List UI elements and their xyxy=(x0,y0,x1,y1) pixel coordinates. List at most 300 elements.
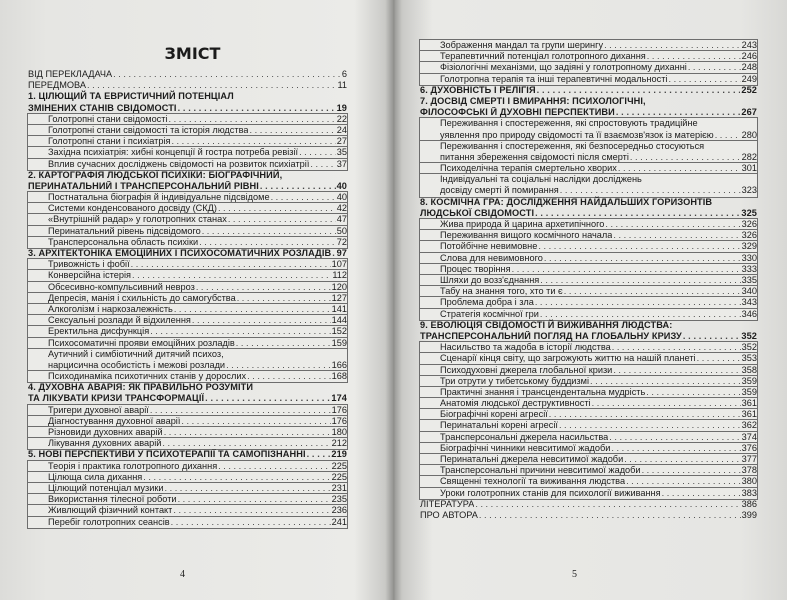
toc-entry-row xyxy=(28,80,347,91)
toc-leader-dots xyxy=(307,449,331,460)
toc-entry-title: Табу на знання того, хто ти є xyxy=(440,286,563,297)
toc-section-entry xyxy=(420,365,757,376)
toc-section-entry xyxy=(28,259,347,270)
toc-page-number: 112 xyxy=(332,270,347,281)
toc-page-number: 361 xyxy=(741,398,757,409)
toc-section-entry xyxy=(420,62,757,73)
toc-chapter-entry xyxy=(420,96,757,118)
toc-entry-row xyxy=(440,309,757,320)
toc-entry-row xyxy=(440,409,757,420)
toc-section-entry xyxy=(28,304,347,315)
toc-section-entry xyxy=(28,461,347,472)
toc-entry-title: Сексуальні розлади й відхилення xyxy=(48,315,191,326)
toc-entry-title: Постнатальна біографія й індивідуальне підсвідоме xyxy=(48,192,270,203)
toc-chapter-entry xyxy=(28,80,347,91)
toc-page-number: 346 xyxy=(741,308,757,319)
toc-leader-dots xyxy=(662,488,741,499)
toc-entry-row xyxy=(440,443,757,454)
toc-page-number: 19 xyxy=(336,102,347,113)
toc-entry-row xyxy=(48,405,347,416)
toc-entry-title: уявлення про природу свідомості та її взаємозв'язок із матерією xyxy=(440,129,714,140)
toc-leader-dots xyxy=(196,282,331,293)
toc-list-right xyxy=(420,40,757,521)
toc-page-number: 352 xyxy=(741,342,757,353)
toc-entry-row xyxy=(48,136,347,147)
toc-entry-row xyxy=(440,185,757,196)
toc-entry-title: Голотропна терапія та інші терапевтичні модальності xyxy=(440,73,668,84)
toc-section-entry xyxy=(28,349,347,371)
toc-section-entry xyxy=(28,483,347,494)
toc-page-number: 378 xyxy=(741,465,757,476)
toc-page-number: 22 xyxy=(336,113,347,124)
toc-leader-dots xyxy=(247,371,331,382)
toc-entry-row xyxy=(420,499,757,510)
toc-entry-title: 1. ЦІЛЮЩИЙ ТА ЕВРИСТИЧНИЙ ПОТЕНЦІАЛ xyxy=(28,91,234,102)
toc-entry-row xyxy=(440,387,757,398)
toc-entry-title: Психоделічна терапія смертельно хворих xyxy=(440,163,617,174)
toc-entry-title: Потойбічне невимовне xyxy=(440,241,538,252)
toc-leader-dots xyxy=(544,253,741,264)
toc-leader-dots xyxy=(169,114,336,125)
toc-page-number: 6 xyxy=(341,68,347,79)
toc-section-entry xyxy=(420,465,757,476)
toc-section-entry xyxy=(28,192,347,203)
toc-section-entry xyxy=(420,163,757,174)
toc-entry-row xyxy=(48,226,347,237)
page-number-left: 4 xyxy=(180,569,185,580)
toc-leader-dots xyxy=(697,353,741,364)
toc-entry-title: Психодуховні джерела глобальної кризи xyxy=(440,364,613,375)
toc-section-entry xyxy=(420,74,757,85)
toc-page-number: 40 xyxy=(336,192,347,203)
toc-section-entry xyxy=(28,203,347,214)
toc-section-entry xyxy=(420,398,757,409)
toc-entry-title: Цілющий потенціал музики xyxy=(48,482,164,493)
toc-entry-row xyxy=(28,181,347,192)
toc-leader-dots xyxy=(613,230,740,241)
toc-entry-title: Тривожність і фобії xyxy=(48,259,130,270)
toc-page-number: 27 xyxy=(336,136,347,147)
toc-page-number: 225 xyxy=(331,460,347,471)
toc-section-entry xyxy=(28,416,347,427)
toc-leader-dots xyxy=(164,427,331,438)
toc-entry-title: ПРО АВТОРА xyxy=(420,509,478,520)
toc-section-entry xyxy=(420,51,757,62)
toc-page-number: 282 xyxy=(741,151,757,162)
toc-entry-row xyxy=(440,286,757,297)
toc-page-number: 236 xyxy=(331,505,347,516)
toc-page-number: 246 xyxy=(741,51,757,62)
toc-entry-title: Перинатальний рівень підсвідомого xyxy=(48,225,201,236)
toc-page-number: 343 xyxy=(741,297,757,308)
toc-entry-row xyxy=(420,208,757,219)
toc-entry-title: Практичні знання і трансцендентальна мудрість xyxy=(440,386,646,397)
toc-page-number: 243 xyxy=(741,39,757,50)
toc-entry-title: ЛЮДСЬКОЇ СВІДОМОСТІ xyxy=(420,207,535,218)
toc-chapter-entry xyxy=(420,320,757,342)
toc-leader-dots xyxy=(604,40,741,51)
toc-entry-row xyxy=(440,264,757,275)
toc-section-entry xyxy=(420,286,757,297)
toc-leader-dots xyxy=(605,219,740,230)
toc-leader-dots xyxy=(271,192,336,203)
toc-section-entry xyxy=(28,125,347,136)
right-page xyxy=(394,0,787,600)
toc-entry-title: 2. КАРТОГРАФІЯ ЛЮДСЬКОЇ ПСИХІКИ: БІОГРАФІЧНИЙ, xyxy=(28,169,283,180)
toc-leader-dots xyxy=(560,185,741,196)
toc-entry-title: ТРАНСПЕРСОНАЛЬНИЙ ПОГЛЯД НА ГЛОБАЛЬНУ КРИЗУ xyxy=(420,330,682,341)
toc-leader-dots xyxy=(332,248,335,259)
toc-page-number: 176 xyxy=(331,415,347,426)
toc-leader-dots xyxy=(150,326,330,337)
toc-section-entry xyxy=(28,136,347,147)
toc-entry-row xyxy=(48,483,347,494)
toc-page-number: 42 xyxy=(336,203,347,214)
toc-entry-title: 4. ДУХОВНА АВАРІЯ: ЯК ПРАВИЛЬНО РОЗУМІТИ xyxy=(28,382,254,393)
toc-entry-title: Перинатальні корені агресії xyxy=(440,420,558,431)
toc-entry-row xyxy=(420,85,757,96)
toc-page-number: 50 xyxy=(336,225,347,236)
toc-leader-dots xyxy=(609,432,740,443)
toc-leader-dots xyxy=(564,286,741,297)
toc-section-entry xyxy=(420,420,757,431)
toc-page-number: 144 xyxy=(331,315,347,326)
toc-entry-title: 3. АРХІТЕКТОНІКА ЕМОЦІЙНИХ І ПСИХОСОМАТИЧНИХ РОЗЛАДІВ xyxy=(28,248,332,259)
toc-entry-title: Три отрути у тибетському буддизмі xyxy=(440,375,590,386)
toc-entry-row xyxy=(48,517,347,528)
toc-entry-title: «Внутрішній радар» у голотропних станах xyxy=(48,214,227,225)
toc-entry-row xyxy=(48,494,347,505)
toc-page-number: 386 xyxy=(741,498,757,509)
toc-entry-title: Живлющий фізичний контакт xyxy=(48,505,173,516)
toc-leader-dots xyxy=(174,304,331,315)
toc-entry-title: Трансперсональні джерела насильства xyxy=(440,431,609,442)
toc-page-number: 358 xyxy=(741,364,757,375)
toc-entry-title: 5. НОВІ ПЕРСПЕКТИВИ У ПСИХОТЕРАПІЇ ТА САМОПІЗНАННІ xyxy=(28,449,306,460)
toc-entry-row xyxy=(48,416,347,427)
toc-section-entry xyxy=(420,230,757,241)
toc-entry-row xyxy=(48,192,347,203)
toc-entry-row xyxy=(48,461,347,472)
toc-leader-dots xyxy=(171,517,331,528)
toc-chapter-entry xyxy=(420,499,757,510)
toc-page-number: 377 xyxy=(741,454,757,465)
toc-entry-title: ЛІТЕРАТУРА xyxy=(420,498,475,509)
toc-page-number: 329 xyxy=(741,241,757,252)
toc-page-number: 333 xyxy=(741,263,757,274)
toc-entry-title: Еректильна дисфункція xyxy=(48,326,150,337)
toc-leader-dots xyxy=(538,241,740,252)
toc-section-entry xyxy=(28,293,347,304)
toc-chapter-entry xyxy=(28,69,347,80)
toc-entry-row xyxy=(440,365,757,376)
toc-section-entry xyxy=(420,454,757,465)
toc-leader-dots xyxy=(475,499,740,510)
toc-entry-row xyxy=(28,69,347,80)
toc-entry-row xyxy=(48,472,347,483)
toc-chapter-entry xyxy=(28,170,347,192)
toc-entry-row xyxy=(440,51,757,62)
toc-entry-row xyxy=(440,62,757,73)
toc-page-number: 335 xyxy=(741,275,757,285)
toc-section-entry xyxy=(28,494,347,505)
toc-entry-row xyxy=(28,248,347,259)
toc-section-entry xyxy=(420,174,757,196)
toc-entry-title: ЗМІНЕНИХ СТАНІВ СВІДОМОСТІ xyxy=(28,102,177,113)
toc-entry-row xyxy=(48,360,347,371)
toc-section-entry xyxy=(420,275,757,286)
toc-entry-row xyxy=(440,230,757,241)
toc-entry-title: Західна психіатрія: хибні концепції й гостра потреба ревізії xyxy=(48,147,299,158)
toc-section-entry xyxy=(420,443,757,454)
toc-entry-row xyxy=(48,114,347,125)
toc-entry-title: ТА ЛІКУВАТИ КРИЗИ ТРАНСФОРМАЦІЇ xyxy=(28,393,205,404)
toc-leader-dots xyxy=(310,159,335,170)
toc-page-number: 376 xyxy=(741,442,757,453)
toc-entry-row xyxy=(440,219,757,230)
toc-section-entry xyxy=(420,141,757,163)
toc-section-entry xyxy=(420,40,757,51)
toc-entry-title: ВІД ПЕРЕКЛАДАЧА xyxy=(28,68,113,79)
toc-page-number: 37 xyxy=(336,158,347,169)
toc-entry-title: Сценарії кінця світу, що загрожують життю на нашій планеті xyxy=(440,353,696,364)
toc-entry-row xyxy=(440,465,757,476)
toc-section-entry xyxy=(28,505,347,516)
toc-entry-row xyxy=(440,488,757,499)
toc-page-number: 141 xyxy=(331,303,347,314)
toc-page-number: 176 xyxy=(331,404,347,415)
toc-leader-dots xyxy=(540,275,740,286)
toc-leader-dots xyxy=(612,342,741,353)
toc-leader-dots xyxy=(87,80,336,91)
toc-entry-title: ПЕРИНАТАЛЬНИЙ І ТРАНСПЕРСОНАЛЬНИЙ РІВНІ xyxy=(28,180,259,191)
toc-entry-row xyxy=(48,427,347,438)
toc-leader-dots xyxy=(590,376,741,387)
toc-leader-dots xyxy=(226,360,331,371)
toc-leader-dots xyxy=(688,62,741,73)
toc-leader-dots xyxy=(199,237,336,248)
toc-page-number: 152 xyxy=(331,326,347,337)
toc-section-entry xyxy=(28,517,347,528)
toc-page-number: 383 xyxy=(741,487,757,498)
toc-entry-row xyxy=(48,125,347,136)
toc-leader-dots xyxy=(228,214,336,225)
toc-entry-title: Перебіг голотропних сеансів xyxy=(48,516,170,527)
toc-leader-dots xyxy=(626,476,741,487)
toc-chapter-entry xyxy=(420,510,757,521)
toc-entry-title: Депресія, манія і схильність до самогубства xyxy=(48,292,236,303)
toc-leader-dots xyxy=(162,438,330,449)
toc-section-entry xyxy=(420,118,757,140)
toc-leader-dots xyxy=(592,398,741,409)
toc-entry-row xyxy=(48,371,347,382)
toc-page-number: 326 xyxy=(741,219,757,230)
toc-entry-title: Фізіологічні механізми, що задіяні у голотропному диханні xyxy=(440,62,687,73)
toc-section-entry xyxy=(28,338,347,349)
toc-leader-dots xyxy=(164,483,330,494)
toc-entry-title: Голотропні стани свідомості та історія людства xyxy=(48,124,249,135)
toc-entry-title: Голотропні стани і психіатрія xyxy=(48,136,171,147)
toc-entry-row xyxy=(420,107,757,118)
toc-entry-title: ФІЛОСОФСЬКІ Й ДУХОВНІ ПЕРСПЕКТИВИ xyxy=(420,107,615,118)
toc-leader-dots xyxy=(202,226,336,237)
toc-entry-row xyxy=(28,103,347,114)
toc-entry-title: Жива природа й царина архетипічного xyxy=(440,219,605,230)
toc-section-entry xyxy=(420,219,757,230)
toc-entry-row xyxy=(48,203,347,214)
toc-entry-row xyxy=(48,270,347,281)
toc-entry-title: Зображення мандал та групи шерингу xyxy=(440,39,604,50)
toc-entry-title: Обсесивно-компульсивний невроз xyxy=(48,281,195,292)
toc-section-entry xyxy=(420,264,757,275)
toc-page-number: 225 xyxy=(331,471,347,482)
toc-page-number: 97 xyxy=(336,248,347,259)
toc-entry-title: Уроки голотропних станів для психології виживання xyxy=(440,487,661,498)
toc-section-entry xyxy=(28,159,347,170)
toc-chapter-entry xyxy=(28,382,347,404)
toc-entry-title: Терапевтичний потенціал голотропного дихання xyxy=(440,51,646,62)
toc-entry-title: нарцисична особистість і межові розлади xyxy=(48,359,226,370)
toc-entry-row xyxy=(48,282,347,293)
toc-entry-row xyxy=(48,214,347,225)
toc-entry-row xyxy=(440,353,757,364)
toc-page-number: 280 xyxy=(741,129,757,140)
toc-entry-title: Вплив сучасних досліджень свідомості на розвиток психіатрії xyxy=(48,158,310,169)
toc-chapter-entry xyxy=(28,449,347,460)
toc-entry-title: Використання тілесної роботи xyxy=(48,494,177,505)
toc-page-number: 212 xyxy=(331,438,347,449)
toc-leader-dots xyxy=(624,454,740,465)
toc-page-number: 340 xyxy=(741,286,757,297)
toc-entry-row xyxy=(48,293,347,304)
toc-section-entry xyxy=(420,309,757,320)
toc-leader-dots xyxy=(131,259,331,270)
toc-leader-dots xyxy=(205,393,330,404)
toc-entry-title: Трансперсональна область психіки xyxy=(48,236,199,247)
toc-chapter-entry xyxy=(28,248,347,259)
toc-page-number: 159 xyxy=(331,337,347,348)
toc-leader-dots xyxy=(611,443,740,454)
toc-chapter-entry xyxy=(420,197,757,219)
toc-page-number: 330 xyxy=(741,252,757,263)
toc-section-entry xyxy=(28,114,347,125)
toc-entry-row xyxy=(440,130,757,141)
toc-leader-dots xyxy=(618,163,741,174)
toc-section-entry xyxy=(420,353,757,364)
toc-leader-dots xyxy=(260,181,336,192)
toc-page-number: 219 xyxy=(331,449,347,460)
toc-entry-title: Слова для невимовного xyxy=(440,252,543,263)
toc-page-number: 127 xyxy=(331,292,347,303)
toc-page-number: 120 xyxy=(331,281,347,292)
toc-section-entry xyxy=(420,387,757,398)
toc-leader-dots xyxy=(249,125,335,136)
toc-leader-dots xyxy=(549,409,741,420)
toc-leader-dots xyxy=(668,74,740,85)
toc-leader-dots xyxy=(237,293,331,304)
toc-page-number: 40 xyxy=(336,180,347,191)
toc-entry-title: Психосоматичні прояви емоційних розладів xyxy=(48,337,235,348)
toc-entry-title: питання збереження свідомості після смерті xyxy=(440,151,629,162)
toc-entry-title: Переживання і спостереження, які спростовують традиційне xyxy=(440,118,698,129)
toc-section-entry xyxy=(420,409,757,420)
toc-leader-dots xyxy=(132,270,331,281)
toc-entry-row xyxy=(440,432,757,443)
toc-entry-row xyxy=(48,315,347,326)
toc-entry-row xyxy=(48,438,347,449)
toc-entry-title: Перинатальні джерела невситимої жадоби xyxy=(440,454,624,465)
toc-entry-row xyxy=(440,253,757,264)
toc-leader-dots xyxy=(171,136,335,147)
toc-entry-row xyxy=(28,449,347,460)
toc-entry-title: Тригери духовної аварії xyxy=(48,404,149,415)
toc-leader-dots xyxy=(715,130,741,141)
toc-leader-dots xyxy=(512,264,741,275)
toc-page-number: 180 xyxy=(331,427,347,438)
toc-entry-title: Різновиди духовних аварій xyxy=(48,427,163,438)
toc-chapter-entry xyxy=(28,91,347,113)
toc-entry-row xyxy=(440,297,757,308)
toc-page-number: 352 xyxy=(741,330,757,341)
toc-entry-title: Насильство та жадоба в історії людства xyxy=(440,342,611,353)
toc-entry-title: 7. ДОСВІД СМЕРТІ І ВМИРАННЯ: ПСИХОЛОГІЧНІ, xyxy=(420,95,646,106)
toc-page-number: 249 xyxy=(741,73,757,84)
toc-entry-row xyxy=(440,74,757,85)
toc-page-number: 325 xyxy=(741,207,757,218)
toc-section-entry xyxy=(28,282,347,293)
toc-leader-dots xyxy=(181,416,330,427)
toc-section-entry xyxy=(28,438,347,449)
toc-leader-dots xyxy=(143,472,330,483)
toc-leader-dots xyxy=(616,107,740,118)
left-page xyxy=(0,0,393,600)
toc-page-number: 47 xyxy=(336,214,347,225)
toc-entry-row xyxy=(440,40,757,51)
toc-entry-row xyxy=(48,338,347,349)
toc-entry-title: 8. КОСМІЧНА ГРА: ДОСЛІДЖЕННЯ НАЙДАЛЬШИХ ГОРИЗОНТІВ xyxy=(420,196,713,207)
toc-entry-title: Біографічні корені агресії xyxy=(440,409,548,420)
toc-page-number: 231 xyxy=(331,482,347,493)
toc-section-entry xyxy=(28,427,347,438)
toc-page-number: 326 xyxy=(741,230,757,241)
toc-entry-title: Лікування духовних аварій xyxy=(48,438,162,449)
toc-page-number: 353 xyxy=(741,353,757,364)
toc-entry-row xyxy=(48,304,347,315)
toc-entry-row xyxy=(48,505,347,516)
toc-section-entry xyxy=(28,326,347,337)
toc-section-entry xyxy=(420,241,757,252)
toc-page-number: 267 xyxy=(741,107,757,118)
toc-leader-dots xyxy=(192,315,331,326)
toc-entry-title: Переживання вищого космічного начала xyxy=(440,230,613,241)
toc-leader-dots xyxy=(218,203,336,214)
toc-entry-row xyxy=(28,393,347,404)
toc-entry-title: Психодинаміка психотичних станів у дорослих xyxy=(48,371,247,382)
toc-entry-title: 9. ЕВОЛЮЦІЯ СВІДОМОСТІ Й ВИЖИВАННЯ ЛЮДСТВА: xyxy=(420,319,673,330)
toc-entry-title: Стратегія космічної гри xyxy=(440,308,539,319)
toc-page-number: 174 xyxy=(331,393,347,404)
toc-entry-title: Трансперсональні причини невситимої жадоби xyxy=(440,465,641,476)
toc-entry-title: Алкоголізм і наркозалежність xyxy=(48,303,173,314)
toc-page-number: 399 xyxy=(741,509,757,520)
toc-page-number: 252 xyxy=(741,84,757,95)
page-number-right: 5 xyxy=(572,569,577,580)
toc-leader-dots xyxy=(113,69,341,80)
toc-leader-dots xyxy=(178,494,331,505)
toc-entry-title: Системи конденсованого досвіду (СКД) xyxy=(48,203,217,214)
toc-section-entry xyxy=(28,226,347,237)
toc-page-number: 374 xyxy=(741,431,757,442)
